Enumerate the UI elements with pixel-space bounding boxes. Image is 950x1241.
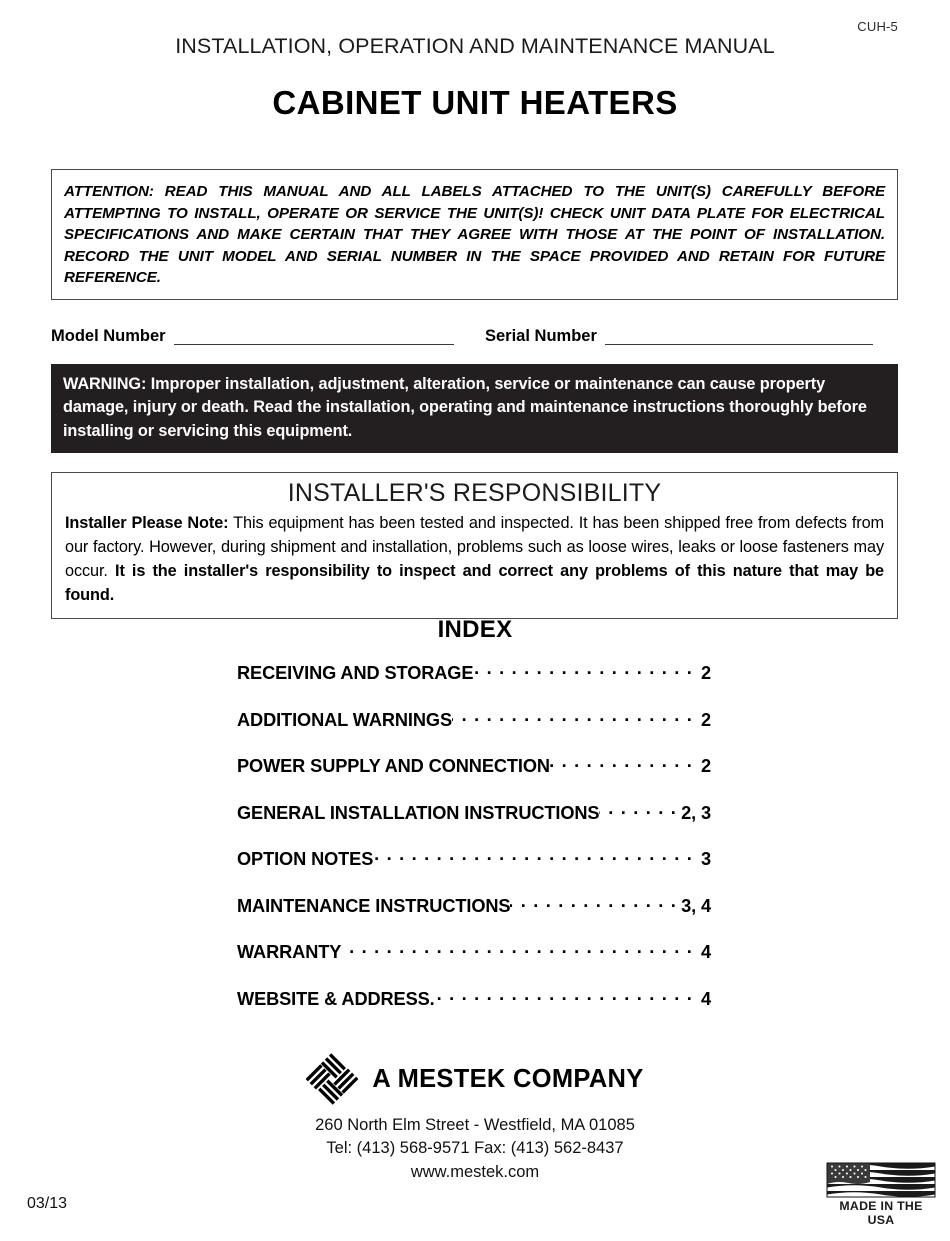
index-entry-label: ADDITIONAL WARNINGS <box>237 709 452 730</box>
index-dot-leader <box>435 987 693 1005</box>
company-logo-block <box>0 1053 950 1105</box>
index-entry-page: 4 <box>700 942 711 963</box>
index-dot-leader <box>452 708 693 726</box>
index-entry-page: 2 <box>700 709 711 730</box>
index-entry-option-notes[interactable] <box>237 847 711 894</box>
installer-note-emphasis: It is the installer's responsibility to inspect and correct any problems of this nature that may be found. <box>65 561 884 604</box>
index-entry-general-installation-instructions[interactable] <box>237 801 711 848</box>
index-dot-leader <box>510 894 677 912</box>
warning-banner <box>51 364 898 453</box>
index-heading: INDEX <box>437 616 513 643</box>
index-dot-leader <box>473 661 693 679</box>
index-dot-leader <box>599 801 677 819</box>
company-address-block <box>0 1114 950 1184</box>
index-dot-leader <box>341 940 693 958</box>
index-entry-warranty[interactable] <box>237 940 711 987</box>
index-entry-website-and-address[interactable] <box>237 987 711 1034</box>
page-title: CABINET UNIT HEATERS <box>272 84 678 121</box>
attention-notice-text: ATTENTION: READ THIS MANUAL AND ALL LABELS ATTACHED TO THE UNIT(S) CAREFULLY BEFORE ATTEMPTING TO INSTALL, OPERATE OR SERVICE THE UNIT(S)! CHECK UNIT DATA PLATE FOR ELECTRICAL SPECIFICATIONS AND MAKE CERTAIN THAT THEY AGREE WITH THOSE AT THE POINT OF INSTALLATION. RECORD THE UNIT MODEL AND SERIAL NUMBER IN THE SPACE PROVIDED AND RETAIN FOR FUTURE REFERENCE. <box>64 183 885 287</box>
index-entry-page: 2 <box>700 756 711 777</box>
model-number-blank[interactable] <box>174 329 454 345</box>
index-entry-maintenance-instructions[interactable] <box>237 894 711 941</box>
index-entry-label: GENERAL INSTALLATION INSTRUCTIONS <box>237 802 600 823</box>
model-number-field[interactable] <box>51 328 454 345</box>
installer-note-lead: Installer Please Note: <box>65 514 229 532</box>
address-website-line[interactable]: www.mestek.com <box>410 1162 540 1181</box>
model-number-label: Model Number <box>51 327 166 345</box>
serial-number-label: Serial Number <box>485 327 597 345</box>
index-entry-additional-warnings[interactable] <box>237 708 711 755</box>
serial-number-field[interactable] <box>485 328 873 345</box>
attention-notice-box <box>51 169 898 300</box>
warning-banner-text: WARNING: Improper installation, adjustment, alteration, service or maintenance can cause property damage, injury or death. Read the installation, operating and maintenance instructions thoroughly before installing or servicing this equipment. <box>63 375 867 440</box>
index-dot-leader <box>550 754 693 772</box>
index-entry-label: RECEIVING AND STORAGE <box>237 663 474 684</box>
index-entry-label: MAINTENANCE INSTRUCTIONS <box>237 895 511 916</box>
index-entry-label: WARRANTY <box>237 942 342 963</box>
index-entry-page: 2, 3 <box>681 802 711 823</box>
usa-flag-icon <box>826 1162 936 1198</box>
revision-date: 03/13 <box>27 1195 68 1212</box>
made-in-usa-badge <box>826 1162 936 1227</box>
manual-type-subtitle: INSTALLATION, OPERATION AND MAINTENANCE MANUAL <box>175 34 775 58</box>
index-entry-power-supply-and-connection[interactable] <box>237 754 711 801</box>
index-entry-page: 3, 4 <box>681 895 711 916</box>
installer-responsibility-text <box>65 512 884 608</box>
index-list <box>237 661 711 1033</box>
index-dot-leader <box>373 847 693 865</box>
unit-identification-fields <box>51 328 898 352</box>
address-street-line: 260 North Elm Street - Westfield, MA 01085 <box>315 1116 635 1134</box>
made-in-usa-label: MADE IN THE USA <box>839 1199 923 1227</box>
index-entry-label: POWER SUPPLY AND CONNECTION <box>237 756 550 777</box>
company-wordmark: A MESTEK COMPANY <box>372 1064 644 1093</box>
index-entry-page: 4 <box>700 988 711 1009</box>
index-entry-label: WEBSITE & ADDRESS. <box>237 988 435 1009</box>
serial-number-blank[interactable] <box>605 329 873 345</box>
installer-responsibility-box <box>51 472 898 619</box>
installer-responsibility-heading: INSTALLER'S RESPONSIBILITY <box>287 479 662 507</box>
address-phone-line: Tel: (413) 568-9571 Fax: (413) 562-8437 <box>326 1139 624 1158</box>
document-code: CUH-5 <box>857 19 898 34</box>
index-entry-label: OPTION NOTES <box>237 849 374 870</box>
index-entry-page: 2 <box>700 663 711 684</box>
installer-note-body: This equipment has been tested and inspected. It has been shipped free from defects from our factory. However, during shipment and installation, problems such as loose wires, leaks or loose fasteners may occur. <box>65 514 884 580</box>
index-entry-page: 3 <box>700 849 711 870</box>
mestek-pinwheel-icon <box>306 1053 358 1105</box>
index-entry-receiving-and-storage[interactable] <box>237 661 711 708</box>
